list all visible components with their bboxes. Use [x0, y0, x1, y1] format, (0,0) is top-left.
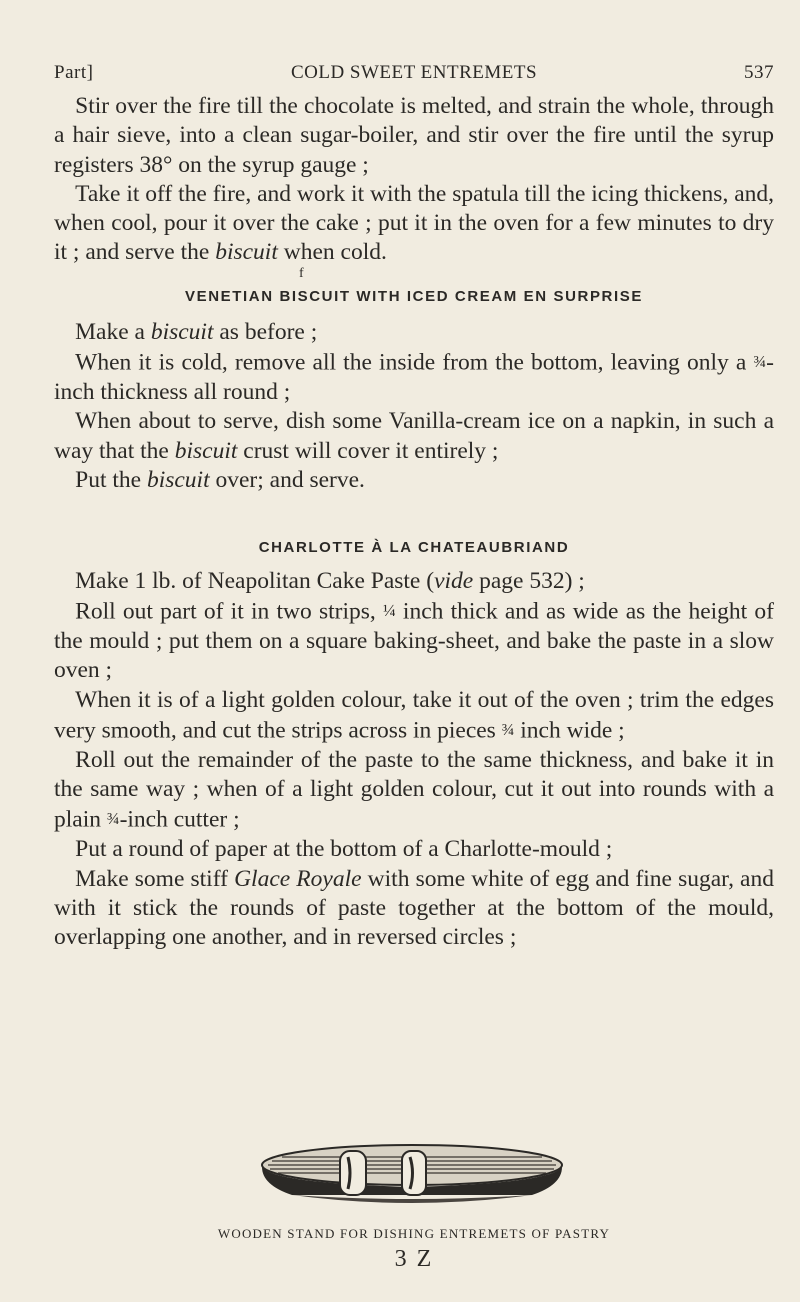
paragraph: When about to serve, dish some Vanilla-cream ice on a napkin, in such a way that the biscuit crust will cover it entirely ;	[54, 408, 774, 464]
header-part: Part]	[54, 62, 94, 83]
paragraph: Stir over the fire till the chocolate is melted, and strain the whole, through a hair sieve, into a clean sugar-boiler, and stir over the fire until the syrup registers 38° on the syrup gauge ;	[54, 93, 774, 178]
paragraph: When it is cold, remove all the inside from the bottom, leaving only a ¾-inch thickness all round ;	[54, 349, 774, 406]
paragraph: Roll out the remainder of the paste to the same thickness, and bake it in the same way ; when of a light golden colour, cut it out into rounds with a plain ¾-inch cutter ;	[54, 746, 774, 833]
paragraph: Roll out part of it in two strips, ¼ inch thick and as wide as the height of the mould ; put them on a square baking-sheet, and bake the paste in a slow oven ;	[54, 598, 774, 684]
figure-caption: WOODEN STAND FOR DISHING ENTREMETS OF PASTRY	[217, 1226, 611, 1241]
recipe-heading: CHARLOTTE À LA CHATEAUBRIAND	[258, 539, 570, 556]
signature-mark: 3 Z	[394, 1246, 434, 1272]
continuation-text	[54, 92, 774, 268]
paragraph: Put a round of paper at the bottom of a Charlotte-mould ;	[75, 836, 613, 863]
paragraph: Make a biscuit as before ;	[75, 319, 318, 345]
paragraph: Put the biscuit over; and serve.	[75, 467, 365, 494]
recipe-text	[54, 318, 774, 495]
page-number: 537	[744, 62, 774, 83]
running-header	[54, 62, 774, 92]
paragraph: When it is of a light golden colour, take it out of the oven ; trim the edges very smooth, and cut the strips across in pieces ¾ inch wide ;	[54, 686, 774, 744]
recipe-text	[54, 567, 774, 952]
print-mark: f	[299, 266, 304, 281]
header-title: COLD SWEET ENTREMETS	[290, 62, 538, 83]
paragraph: Take it off the fire, and work it with the spatula till the icing thickens, and, when cool, pour it over the cake ; put it in the oven for a few minutes to dry it ; and serve the biscuit when cold.	[54, 180, 774, 266]
paragraph: Make some stiff Glace Royale with some white of egg and fine sugar, and with it stick the rounds of paste together at the bottom of the mould, overlapping one another, and in reversed circles ;	[54, 865, 774, 951]
wooden-stand-illustration	[252, 1143, 572, 1211]
recipe-heading: VENETIAN BISCUIT WITH ICED CREAM EN SURPRISE	[185, 288, 643, 305]
paragraph: Make 1 lb. of Neapolitan Cake Paste (vide page 532) ;	[75, 568, 585, 594]
